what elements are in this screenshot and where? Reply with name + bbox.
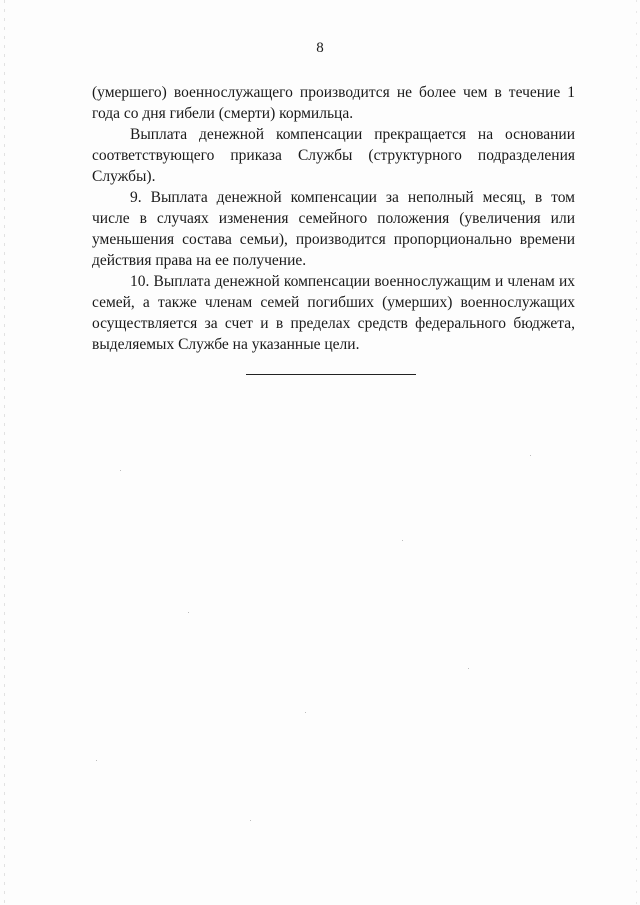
scan-speck [120, 470, 121, 471]
scan-speck [305, 712, 306, 713]
scan-speck [468, 668, 469, 669]
scan-edge-left [4, 0, 5, 905]
page-number: 8 [316, 40, 324, 56]
scan-speck [188, 612, 189, 613]
scan-edge-right [636, 0, 637, 905]
paragraph-item-10: 10. Выплата денежной компенсации военнослужащим и членам их семей, а также членам семей погибших (умерших) военнослужащих осуществляется за счет и в пределах средств федерального бюджета, выделяемых Службе на указанные цели. [92, 273, 575, 353]
scan-speck [402, 540, 403, 541]
paragraph-item-9: 9. Выплата денежной компенсации за неполный месяц, в том числе в случаях изменения семейного положения (увеличения или уменьшения состава семьи), производится пропорционально времени действия права на ее получение. [92, 189, 575, 269]
paragraph-continuation: (умершего) военнослужащего производится не более чем в течение 1 года со дня гибели (смерти) кормильца. [92, 84, 575, 122]
scan-speck [96, 760, 97, 761]
end-separator-line [246, 374, 416, 375]
scan-speck [530, 455, 531, 456]
document-body [92, 82, 575, 355]
paragraph-termination: Выплата денежной компенсации прекращается на основании соответствующего приказа Службы (структурного подразделения Службы). [92, 126, 575, 185]
scan-speck [250, 820, 251, 821]
